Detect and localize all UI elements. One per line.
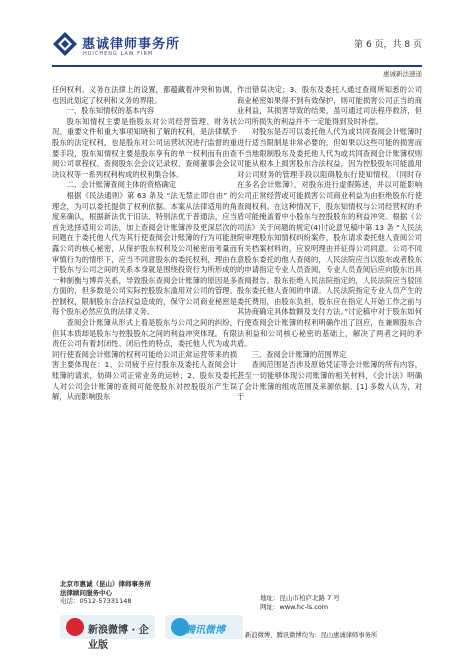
footer-dept: 法律顾问服务中心 xyxy=(60,588,112,597)
left-column xyxy=(52,85,237,403)
sina-weibo-label: 新浪微博 · 企业版 xyxy=(88,625,149,651)
section-title: 惠诚新法速递 xyxy=(383,70,422,78)
tencent-weibo-badge[interactable] xyxy=(165,615,243,639)
firm-name-english: HUICHENG LAW FIRM xyxy=(83,51,154,57)
right-column xyxy=(237,85,422,403)
footer-firm: 北京市惠诚（昆山）律师事务所 xyxy=(60,580,151,588)
paragraph: 三、查阅会计账簿的范围界定 xyxy=(251,349,347,359)
paragraph: 股东知情权主要是指股东对公司经营管理、财务状况、重要文件和重大事项知晓和了解的权利，是法律赋予股东的法定权利，也是股东对公司运营状况进行监督的重要手段，股东知情权主要是股东享有的单一权利而有由查阅公司章程权、查阅股东会会议记录权、查阅董事会会议决议权等一系列权利构成的权利集合体。 xyxy=(52,116,237,179)
sina-weibo-icon xyxy=(66,618,84,636)
paragraph: 根据《民法通则》第 63 条及 “法无禁止即自由” 的理念，为可以委托提供了权利依据。本案从法律适用的角度来确认，根据新法优于旧法、特别法优于普通法，应当首先选择适用公司法，加上查阅会计账簿涉及更深层次的问题在于委托他人代为其行使查阅会计账簿的行为可能泄露公司的核心秘密，从保护股东权利及公司秘密而考量而审慎行为的情形下，应当不同意股东的委托权利，理由在于股东与公司之间的关系本身就是围绕投资行为所形成的一种制衡与博弈关系，导致股东查阅会计账簿的原因是多方面的，但多数是公司实际控股股东滥用对公司的管理、控制权，限制股东合法权益造成的，保守公司商业秘密是每个股东必然应负的法律义务。 xyxy=(52,190,237,317)
paragraph: 对股东是否可以委托他人代为或共同查阅会计账簿时进行适当限制是非常必要的，但如果以这些可能的损害而不当地限制股东及委托他人代为或共同查阅会计账簿权则可能从根本上损害股东合法权益，因为控股股东可能滥用对公司财务的管理手段以阻碍股东行使知情权。（同时存在多名会计账簿），对股东进行虚假陈述，并以可能影响公司正常经营或可能损害公司商业利益为由拒绝股东行使查阅权利。在这种情况下，股东知情权与公司经营权的矛盾可能掩盖着中小股东与控股股东的利益冲突。根据《公司法》关于问题的规定(4)讨论意见稿中第 13 条 “人民法院审理股东知情权纠纷案件，股东请求委托他人查阅公司有关档案材料的，应说明理由并征得公司同意。公司不同意股东委托的他人查阅的，人民法院应当以股东或者股东的申请指定专业人员查阅，专业人员查阅后应向股东出具查阅报告。股东拒绝人民法院指定的，人民法院应当驳回股东委托他人查阅的申请。人民法院指定专业人员产生的委托费用，由股东负担，股东应在指定人开始工作之前与其协商确定具体数额及支付方法。”讨论稿中对于股东如何行使查阅会计账簿的权利明确作出了回应，在兼顾股东合法利益和公司核心秘密的基础上，解决了两者之间的矛盾。 xyxy=(237,127,422,349)
footer-contact xyxy=(60,580,151,606)
paragraph: 作出错误决定；3、股东及委托人通过查阅所知悉的公司商业秘密如果得不到有效保护，则可能损害公司正当的商业利益，其损害导致的结果，虽可通过司法程序救济，但公司所损失的利益并不一定能得到及时补偿。 xyxy=(237,85,422,126)
footer-website[interactable]: 网址：www.hc-ls.com xyxy=(260,602,329,611)
page-header xyxy=(52,29,422,67)
paragraph: 查阅范围是否涉及原始凭证等会计账簿的所有内容，甚至一切能够体现公司账簿的相关材料，《会计法》明确了会计账簿的组成范围及来源依据。[1] 多数人认为，对于 xyxy=(237,360,422,402)
paragraph: 一、股东知情权的基本内容 xyxy=(66,106,155,116)
footer-address: 地址：昆山市柏庐北路 7 号 xyxy=(260,594,340,602)
paragraph: 查阅会计账簿从形式上看是股东与公司之间的纠纷，但其本质却是股东与控股股东之间的利益冲突体现。有限责任公司有着封闭性、闭后性的特点，委托他人代为或共同行使查阅会计账簿的权利可能给公司正常运营带来的损害主要体现在：1、公司疲于应付股东及委托人查阅会计账簿的请求，妨碍公司正常业务的运转；2、股东及委托人对公司会计账簿的查阅可能使股东对控股股东产生误解，从而影响股东 xyxy=(52,318,237,402)
header-rule xyxy=(52,65,422,67)
firm-name: 惠诚律师事务所 xyxy=(82,37,181,52)
footer-phone: 电话：0512-57331148 xyxy=(60,597,132,605)
sina-weibo-badge[interactable] xyxy=(60,615,155,651)
paragraph: 任何权利、义务在法律上的设置，都蕴藏着冲突和协调，也因此划定了权利和义务的界限。 xyxy=(52,85,237,105)
paragraph: 二、会计账簿查阅主体的资格确定 xyxy=(66,180,177,190)
page-number: 第 6 页，共 8 页 xyxy=(354,40,422,50)
tencent-weibo-label: 腾讯微博 xyxy=(185,625,225,636)
firm-logo-icon xyxy=(52,31,78,57)
footer-weibo-note: 新浪微博、腾讯微博均为：昆山惠诚律师事务所 xyxy=(245,632,378,639)
footer-address-block xyxy=(260,594,340,611)
